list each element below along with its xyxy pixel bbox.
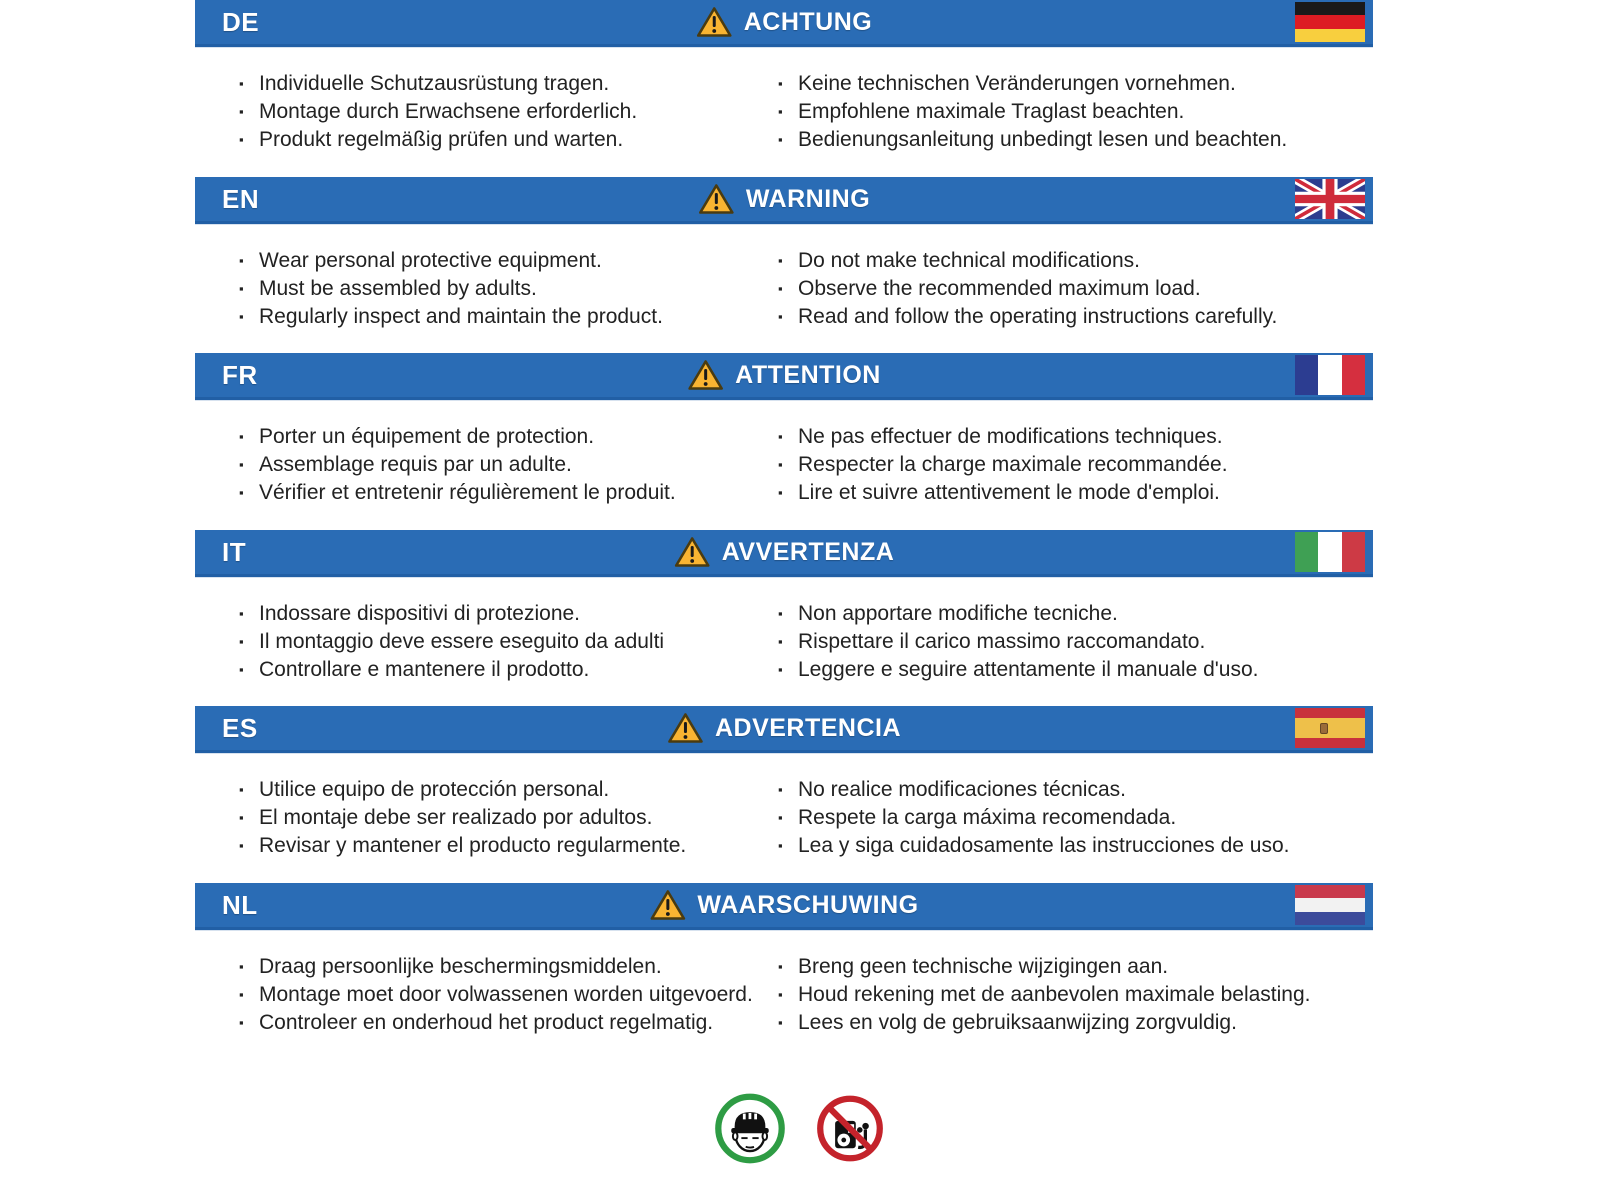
bullet-list-left <box>237 247 776 331</box>
bullet-item: ▪ Produkt regelmäßig prüfen und warten. <box>237 126 776 154</box>
bullet-list-right <box>776 247 1373 331</box>
flag-en-icon <box>1295 179 1365 219</box>
language-code: IT <box>222 536 247 567</box>
warning-triangle-icon <box>696 6 733 38</box>
bullet-item: ▪ Regularly inspect and maintain the product. <box>237 303 776 331</box>
flag-stripe <box>1295 898 1365 911</box>
warning-triangle-icon <box>687 359 724 391</box>
section-content <box>195 753 1373 860</box>
flag-stripe <box>1318 355 1341 395</box>
bullet-list-left <box>237 600 776 684</box>
flag-stripe <box>1318 532 1341 572</box>
warning-title <box>674 530 895 574</box>
language-section-nl <box>195 883 1373 1037</box>
bullet-item: ▪ Non apportare modifiche tecniche. <box>776 600 1373 628</box>
bullet-item: ▪ Controleer en onderhoud het product regelmatig. <box>237 1009 776 1037</box>
section-header-bar <box>195 177 1373 224</box>
language-section-de <box>195 0 1373 154</box>
bullet-item: ▪ Montage moet door volwassenen worden uitgevoerd. <box>237 981 776 1009</box>
flag-stripe <box>1295 532 1318 572</box>
bullet-item: ▪ Revisar y mantener el producto regularmente. <box>237 832 776 860</box>
section-content <box>195 47 1373 154</box>
flag-stripe <box>1295 355 1318 395</box>
section-content <box>195 930 1373 1037</box>
bullet-item: ▪ Bedienungsanleitung unbedingt lesen und beachten. <box>776 126 1373 154</box>
bullet-list-left <box>237 776 776 860</box>
section-header-bar <box>195 353 1373 400</box>
bullet-item: ▪ Leggere e seguire attentamente il manuale d'uso. <box>776 656 1373 684</box>
bullet-item: ▪ Keine technischen Veränderungen vornehmen. <box>776 70 1373 98</box>
language-code: NL <box>222 889 258 920</box>
language-code: ES <box>222 712 258 743</box>
no-media-player-icon <box>814 1092 887 1170</box>
bullet-list-left <box>237 70 776 154</box>
bullet-item: ▪ El montaje debe ser realizado por adultos. <box>237 804 776 832</box>
language-section-fr <box>195 353 1373 507</box>
bullet-item: ▪ Lire et suivre attentivement le mode d'emploi. <box>776 479 1373 507</box>
flag-fr-icon <box>1295 355 1365 395</box>
bullet-item: ▪ Respete la carga máxima recomendada. <box>776 804 1373 832</box>
bullet-item: ▪ Houd rekening met de aanbevolen maximale belasting. <box>776 981 1373 1009</box>
bullet-item: ▪ No realice modificaciones técnicas. <box>776 776 1373 804</box>
bullet-list-left <box>237 423 776 507</box>
bullet-item: ▪ Read and follow the operating instructions carefully. <box>776 303 1373 331</box>
bullet-item: ▪ Draag persoonlijke beschermingsmiddelen. <box>237 953 776 981</box>
section-header-bar <box>195 0 1373 47</box>
bullet-item: ▪ Observe the recommended maximum load. <box>776 275 1373 303</box>
bullet-item: ▪ Assemblage requis par un adulte. <box>237 451 776 479</box>
language-code: FR <box>222 359 258 390</box>
flag-stripe <box>1295 15 1365 28</box>
language-section-it <box>195 530 1373 684</box>
bullet-item: ▪ Indossare dispositivi di protezione. <box>237 600 776 628</box>
flag-emblem <box>1320 723 1328 734</box>
flag-stripe <box>1295 885 1365 898</box>
bullet-item: ▪ Utilice equipo de protección personal. <box>237 776 776 804</box>
bullet-item: ▪ Controllare e mantenere il prodotto. <box>237 656 776 684</box>
warning-title <box>649 883 918 927</box>
section-content <box>195 577 1373 684</box>
section-header-bar <box>195 530 1373 577</box>
bullet-item: ▪ Breng geen technische wijzigingen aan. <box>776 953 1373 981</box>
bullet-item: ▪ Vérifier et entretenir régulièrement le produit. <box>237 479 776 507</box>
section-content <box>195 400 1373 507</box>
bullet-item: ▪ Montage durch Erwachsene erforderlich. <box>237 98 776 126</box>
flag-stripe <box>1295 708 1365 718</box>
bullet-list-left <box>237 953 776 1037</box>
section-content <box>195 224 1373 331</box>
flag-stripe <box>1295 738 1365 748</box>
bullet-item: ▪ Lees en volg de gebruiksaanwijzing zorgvuldig. <box>776 1009 1373 1037</box>
bullet-item: ▪ Porter un équipement de protection. <box>237 423 776 451</box>
bullet-item: ▪ Ne pas effectuer de modifications techniques. <box>776 423 1373 451</box>
flag-stripe <box>1295 29 1365 42</box>
warning-label: ACHTUNG <box>743 7 873 36</box>
warning-triangle-icon <box>667 712 704 744</box>
bullet-list-right <box>776 953 1373 1037</box>
bullet-list-right <box>776 776 1373 860</box>
bullet-list-right <box>776 600 1373 684</box>
flag-stripe <box>1342 532 1365 572</box>
flag-es-icon <box>1295 708 1365 748</box>
bullet-item: ▪ Wear personal protective equipment. <box>237 247 776 275</box>
wear-helmet-icon <box>714 1092 787 1170</box>
warning-triangle-icon <box>674 536 711 568</box>
flag-stripe <box>1295 2 1365 15</box>
warning-label: WAARSCHUWING <box>697 890 919 919</box>
bullet-item: ▪ Il montaggio deve essere eseguito da adulti <box>237 628 776 656</box>
section-header-bar <box>195 706 1373 753</box>
flag-de-icon <box>1295 2 1365 42</box>
flag-stripe <box>1295 718 1365 738</box>
warning-label: AVVERTENZA <box>721 537 895 566</box>
flag-stripe <box>1295 912 1365 925</box>
warning-title <box>696 0 873 44</box>
language-code: EN <box>222 183 260 214</box>
bullet-item: ▪ Must be assembled by adults. <box>237 275 776 303</box>
footer-safety-icons <box>714 1092 887 1170</box>
bullet-list-right <box>776 70 1373 154</box>
warning-label: WARNING <box>745 184 871 213</box>
warning-title <box>687 353 881 397</box>
warning-title <box>698 177 870 221</box>
warning-label: ADVERTENCIA <box>714 713 902 742</box>
warning-triangle-icon <box>698 183 735 215</box>
bullet-item: ▪ Empfohlene maximale Traglast beachten. <box>776 98 1373 126</box>
bullet-item: ▪ Lea y siga cuidadosamente las instrucciones de uso. <box>776 832 1373 860</box>
section-header-bar <box>195 883 1373 930</box>
warning-label: ATTENTION <box>735 360 881 389</box>
bullet-item: ▪ Do not make technical modifications. <box>776 247 1373 275</box>
language-section-en <box>195 177 1373 331</box>
warning-title <box>667 706 901 750</box>
language-section-es <box>195 706 1373 860</box>
warning-triangle-icon <box>649 889 686 921</box>
bullet-item: ▪ Rispettare il carico massimo raccomandato. <box>776 628 1373 656</box>
flag-stripe <box>1342 355 1365 395</box>
bullet-list-right <box>776 423 1373 507</box>
bullet-item: ▪ Respecter la charge maximale recommandée. <box>776 451 1373 479</box>
flag-it-icon <box>1295 532 1365 572</box>
language-code: DE <box>222 6 260 37</box>
flag-nl-icon <box>1295 885 1365 925</box>
bullet-item: ▪ Individuelle Schutzausrüstung tragen. <box>237 70 776 98</box>
